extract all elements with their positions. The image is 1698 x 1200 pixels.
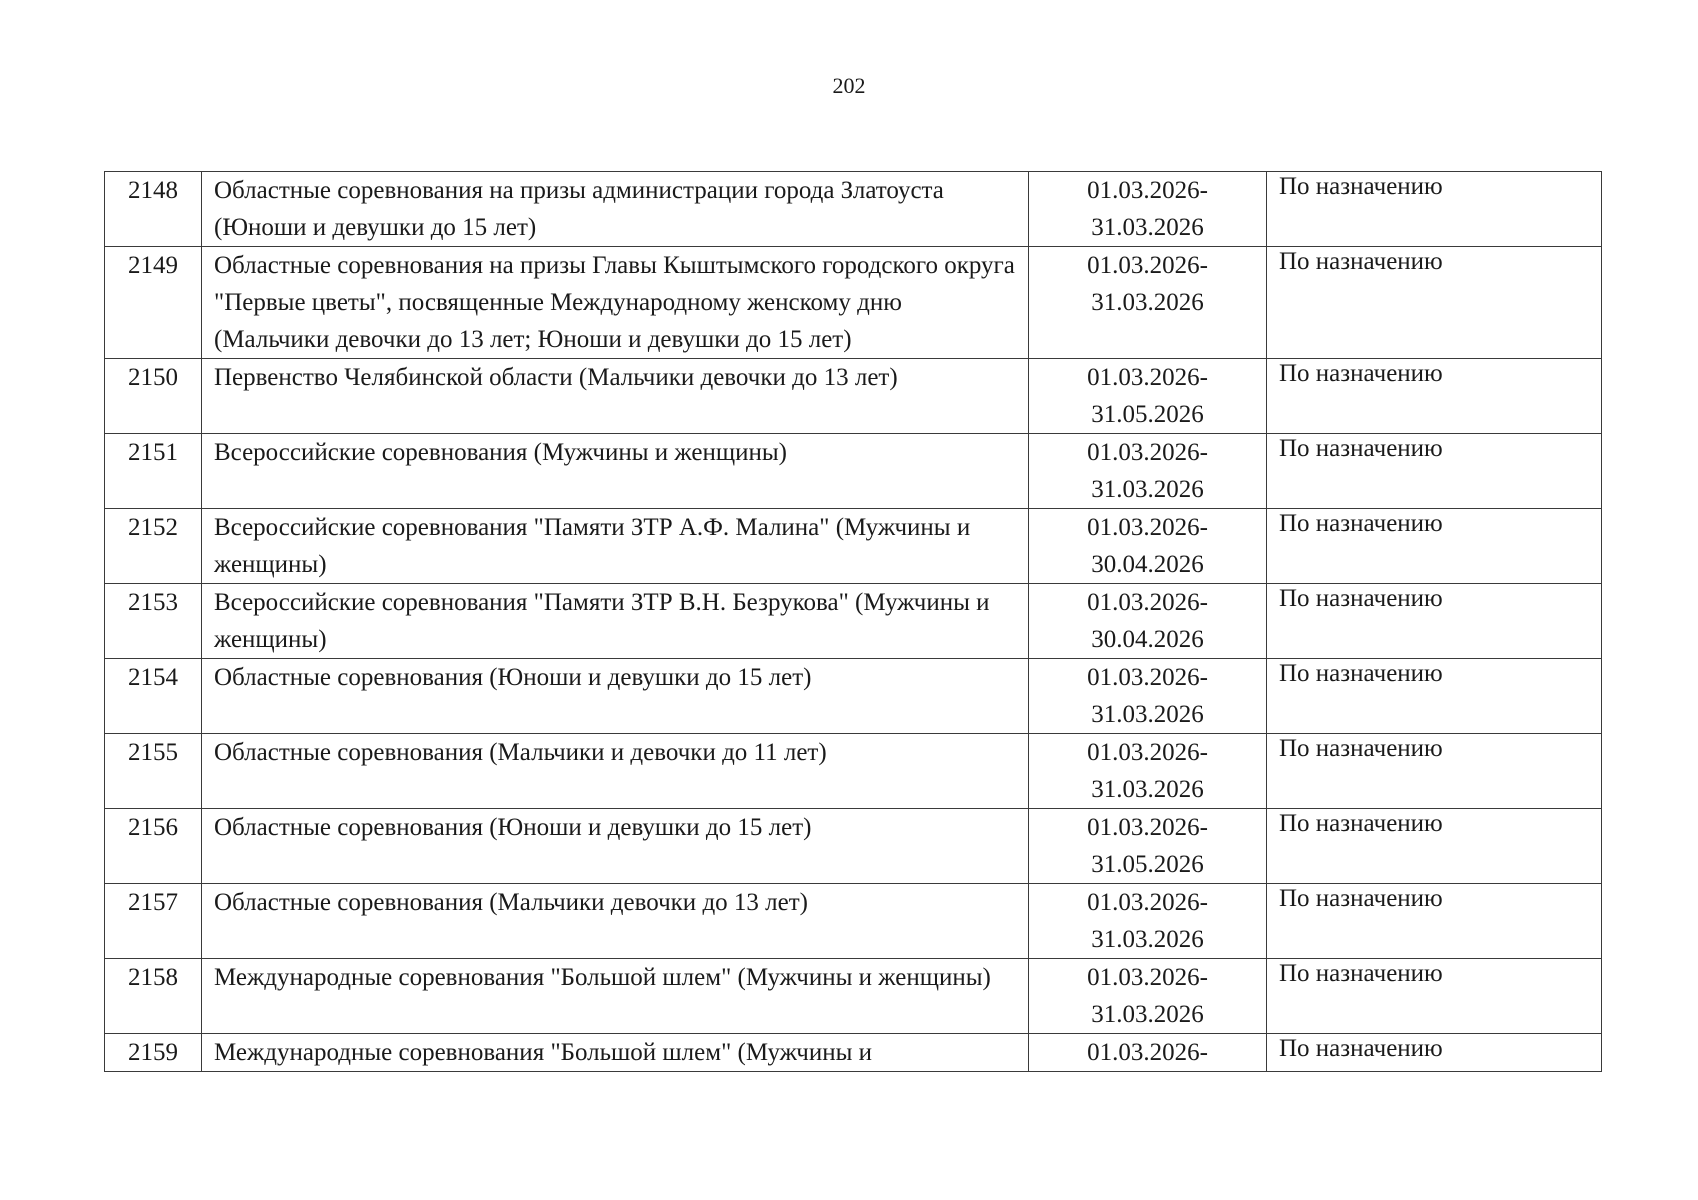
event-name: Областные соревнования (Юноши и девушки до 15 лет) <box>202 659 1029 734</box>
event-place <box>1267 1034 1602 1072</box>
date-start: 01.03.2026- <box>1087 589 1208 616</box>
table-row <box>105 809 1602 884</box>
event-dates <box>1029 359 1267 434</box>
row-number: 2151 <box>105 434 202 509</box>
row-number: 2155 <box>105 734 202 809</box>
date-start: 01.03.2026- <box>1087 439 1208 466</box>
event-dates <box>1029 509 1267 584</box>
date-end: 31.03.2026 <box>1091 701 1204 728</box>
table-row <box>105 884 1602 959</box>
date-end: 31.03.2026 <box>1091 214 1204 241</box>
date-end: 31.03.2026 <box>1091 1001 1204 1028</box>
event-place <box>1267 659 1602 734</box>
table-row <box>105 659 1602 734</box>
row-number: 2157 <box>105 884 202 959</box>
event-name: Областные соревнования на призы Главы Кыштымского городского округа "Первые цветы", посвященные Международному женскому дню (Мальчики девочки до 13 лет; Юноши и девушки до 15 лет) <box>202 247 1029 359</box>
table-row <box>105 172 1602 247</box>
page-number: 202 <box>832 73 866 98</box>
event-name: Всероссийские соревнования (Мужчины и женщины) <box>202 434 1029 509</box>
place-text: По назначению <box>1279 1035 1443 1062</box>
event-dates <box>1029 584 1267 659</box>
event-place <box>1267 247 1602 359</box>
date-start: 01.03.2026- <box>1087 889 1208 916</box>
table-row <box>105 584 1602 659</box>
row-number: 2159 <box>105 1034 202 1072</box>
date-start: 01.03.2026- <box>1087 1039 1208 1066</box>
event-place <box>1267 959 1602 1034</box>
date-start: 01.03.2026- <box>1087 964 1208 991</box>
date-end: 30.04.2026 <box>1091 551 1204 578</box>
event-dates <box>1029 734 1267 809</box>
event-name: Первенство Челябинской области (Мальчики девочки до 13 лет) <box>202 359 1029 434</box>
date-start: 01.03.2026- <box>1087 739 1208 766</box>
event-dates <box>1029 172 1267 247</box>
event-place <box>1267 734 1602 809</box>
place-text: По назначению <box>1279 248 1443 275</box>
date-start: 01.03.2026- <box>1087 364 1208 391</box>
date-start: 01.03.2026- <box>1087 252 1208 279</box>
table-row <box>105 359 1602 434</box>
place-text: По назначению <box>1279 173 1443 200</box>
place-text: По назначению <box>1279 510 1443 537</box>
event-place <box>1267 172 1602 247</box>
event-dates <box>1029 884 1267 959</box>
event-name: Областные соревнования (Мальчики девочки до 13 лет) <box>202 884 1029 959</box>
place-text: По назначению <box>1279 435 1443 462</box>
event-name: Международные соревнования "Большой шлем" (Мужчины и <box>202 1034 1029 1072</box>
event-place <box>1267 434 1602 509</box>
row-number: 2158 <box>105 959 202 1034</box>
date-end: 31.03.2026 <box>1091 926 1204 953</box>
table-row <box>105 509 1602 584</box>
event-name: Областные соревнования на призы администрации города Златоуста (Юноши и девушки до 15 лет) <box>202 172 1029 247</box>
event-dates <box>1029 659 1267 734</box>
event-dates <box>1029 959 1267 1034</box>
row-number: 2150 <box>105 359 202 434</box>
place-text: По назначению <box>1279 810 1443 837</box>
event-place <box>1267 584 1602 659</box>
event-name: Международные соревнования "Большой шлем" (Мужчины и женщины) <box>202 959 1029 1034</box>
event-place <box>1267 884 1602 959</box>
date-end: 31.03.2026 <box>1091 776 1204 803</box>
event-place <box>1267 809 1602 884</box>
place-text: По назначению <box>1279 360 1443 387</box>
event-name: Областные соревнования (Юноши и девушки до 15 лет) <box>202 809 1029 884</box>
row-number: 2149 <box>105 247 202 359</box>
place-text: По назначению <box>1279 585 1443 612</box>
table-row <box>105 1034 1602 1072</box>
event-name: Областные соревнования (Мальчики и девочки до 11 лет) <box>202 734 1029 809</box>
place-text: По назначению <box>1279 960 1443 987</box>
place-text: По назначению <box>1279 660 1443 687</box>
date-start: 01.03.2026- <box>1087 177 1208 204</box>
table-row <box>105 247 1602 359</box>
event-dates <box>1029 434 1267 509</box>
date-end: 31.03.2026 <box>1091 289 1204 316</box>
event-name: Всероссийские соревнования "Памяти ЗТР В.Н. Безрукова" (Мужчины и женщины) <box>202 584 1029 659</box>
date-start: 01.03.2026- <box>1087 514 1208 541</box>
event-place <box>1267 509 1602 584</box>
row-number: 2154 <box>105 659 202 734</box>
date-end: 30.04.2026 <box>1091 626 1204 653</box>
date-start: 01.03.2026- <box>1087 664 1208 691</box>
date-end: 31.05.2026 <box>1091 851 1204 878</box>
row-number: 2152 <box>105 509 202 584</box>
events-table <box>104 171 1602 1072</box>
table-row <box>105 959 1602 1034</box>
place-text: По назначению <box>1279 735 1443 762</box>
table-row <box>105 434 1602 509</box>
place-text: По назначению <box>1279 885 1443 912</box>
event-place <box>1267 359 1602 434</box>
date-end: 31.03.2026 <box>1091 476 1204 503</box>
date-start: 01.03.2026- <box>1087 814 1208 841</box>
event-name: Всероссийские соревнования "Памяти ЗТР А.Ф. Малина" (Мужчины и женщины) <box>202 509 1029 584</box>
event-dates <box>1029 809 1267 884</box>
event-dates <box>1029 1034 1267 1072</box>
row-number: 2156 <box>105 809 202 884</box>
date-end: 31.05.2026 <box>1091 401 1204 428</box>
table-row <box>105 734 1602 809</box>
event-dates <box>1029 247 1267 359</box>
row-number: 2148 <box>105 172 202 247</box>
row-number: 2153 <box>105 584 202 659</box>
